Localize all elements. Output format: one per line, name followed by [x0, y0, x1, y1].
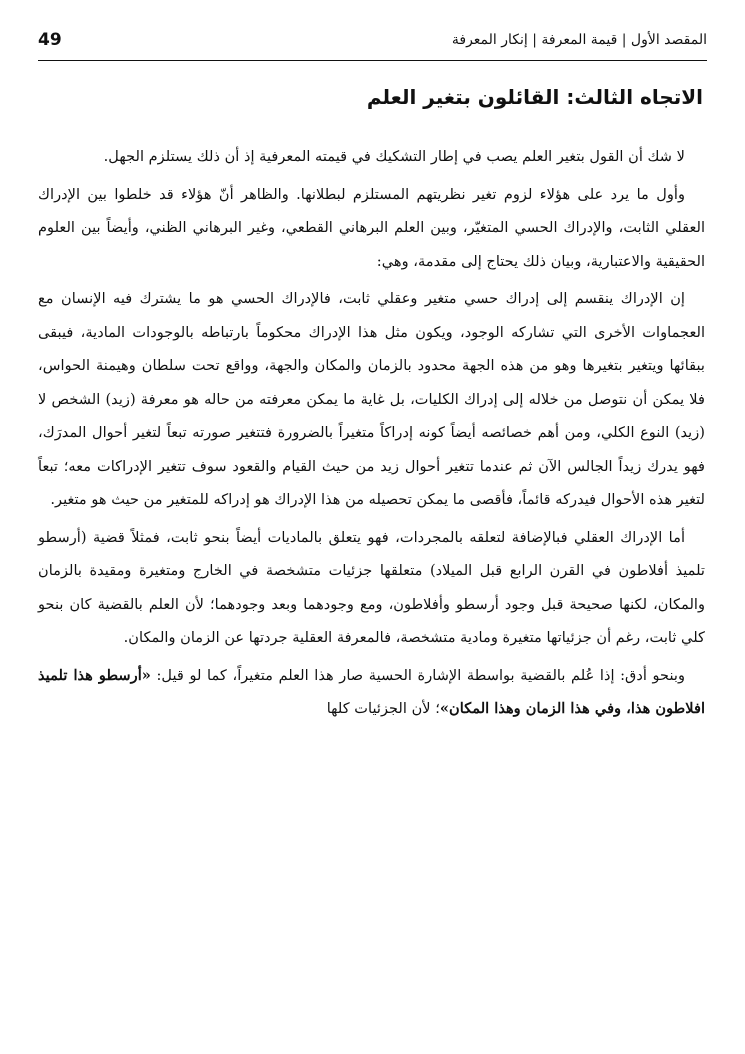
section-title: الاتجاه الثالث: القائلون بتغير العلم — [366, 85, 703, 109]
header-divider — [38, 60, 707, 61]
paragraph-text: وبنحو أدق: إذا عُلم بالقضية بواسطة الإشارة الحسية صار هذا العلم متغيراً، كما لو قيل: — [150, 666, 685, 684]
paragraph: إن الإدراك ينقسم إلى إدراك حسي متغير وعقلي ثابت، فالإدراك الحسي هو ما يشترك فيه الإنسان مع العجماوات الأخرى التي تشاركه الوجود، ويكون مثل هذا الإدراك محكوماً بارتباطه بالوجودات المادية، فيبقى ببقائها ويتغير بتغيرها وهو من هذه الجهة محدود بالزمان والمكان والجهة، وواقع تحت سلطان وهيمنة الحواس، فلا يمكن أن نتوصل من خلاله إلى إدراك الكليات، بل غاية ما يمكن معرفته من حاله هو معرفة (زيد) الشخص لا (زيد) النوع الكلي، ومن أهم خصائصه أيضاً كونه إدراكاً متغيراً بالضرورة فتتغير صورته تبعاً لتغير أحوال المدرَك، فهو يدرك زيداً الجالس الآن ثم عندما تتغير أحوال زيد من حيث القيام والقعود سوف تتغير الإدراكات معه؛ تبعاً لتغير هذه الأحوال فيدركه قائماً، فأقصى ما يمكن تحصيله من هذا الإدراك هو إدراكه للمتغير من حيث هو متغير. — [38, 290, 705, 508]
body-text — [38, 140, 705, 730]
running-header: المقصد الأول | قيمة المعرفة | إنكار المعرفة — [451, 32, 707, 48]
bold-quote: «أرسطو هذا تلميذ افلاطون هذا، وفي هذا الزمان وهذا المكان» — [38, 666, 705, 717]
paragraph: لا شك أن القول بتغير العلم يصب في إطار التشكيك في قيمته المعرفية إذ أن ذلك يستلزم الجهل. — [103, 148, 685, 165]
paragraph — [38, 659, 705, 726]
paragraph: وأول ما يرد على هؤلاء لزوم تغير نظريتهم المستلزم لبطلانها. والظاهر أنّ هؤلاء قد خلطوا بين الإدراك العقلي الثابت، والإدراك الحسي المتغيّر، وبين العلم البرهاني القطعي، وغير البرهاني الظني، وأيضاً بين العلوم الحقيقية والاعتبارية، وبيان ذلك يحتاج إلى مقدمة، وهي: — [38, 185, 705, 270]
page-number: 49 — [38, 30, 62, 50]
paragraph: أما الإدراك العقلي فبالإضافة لتعلقه بالمجردات، فهو يتعلق بالماديات أيضاً بنحو ثابت، فمثلاً قضية (أرسطو تلميذ أفلاطون في القرن الرابع قبل الميلاد) متعلقها جزئيات متشخصة في الخارج ومتغيرة ومقيدة بالزمان والمكان، لكنها صحيحة قبل وجود أرسطو وأفلاطون، ومع وجودهما وبعد وجودهما؛ لأن العلم بالقضية كان بنحو كلي ثابت، رغم أن جزئياتها متغيرة ومادية متشخصة، فالمعرفة العقلية جردتها عن الزمان والمكان. — [38, 528, 705, 646]
paragraph-text: ؛ لأن الجزئيات كلها — [326, 700, 440, 717]
